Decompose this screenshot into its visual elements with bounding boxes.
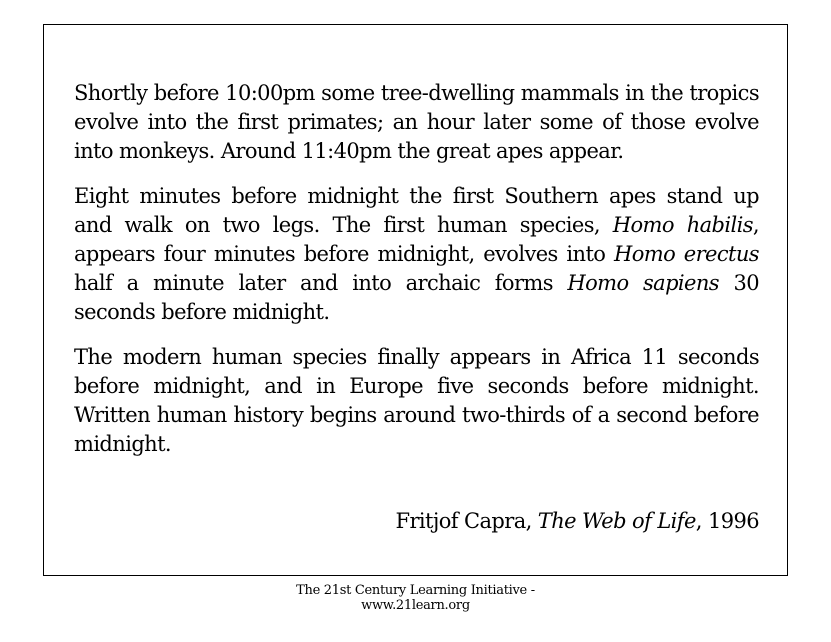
quote-frame: [43, 24, 788, 576]
citation-work-title: The Web of Life: [537, 509, 696, 533]
footer-organization: The 21st Century Learning Initiative -: [296, 583, 535, 598]
quote-paragraph-1: [74, 79, 759, 166]
quote-text: The modern human species finally appears in Africa 11 seconds before midnight, and in Europe five seconds before midnight. Written human history begins around two-thirds of a second before midnight.: [74, 345, 759, 456]
quote-text: , appears four minutes before midnight, evolves into: [74, 213, 759, 266]
quote-paragraph-2: [74, 182, 759, 327]
quote-text: Shortly before 10:00pm some tree-dwelling mammals in the tropics evolve into the first primates; an hour later some of those evolve into monkeys. Around 11:40pm the great apes appear.: [74, 81, 759, 163]
citation-author: Fritjof Capra,: [395, 509, 538, 533]
quote-citation: [395, 507, 759, 536]
page-footer: [0, 583, 831, 613]
species-name: Homo erectus: [614, 242, 759, 266]
quote-text: Eight minutes before midnight the first Southern apes stand up and walk on two legs. The first human species,: [74, 184, 759, 237]
quote-text: half a minute later and into archaic forms: [74, 271, 568, 295]
species-name: Homo sapiens: [567, 271, 719, 295]
quote-body: [74, 79, 759, 475]
quote-text: 30 seconds before midnight.: [74, 271, 759, 324]
quote-paragraph-3: [74, 343, 759, 459]
footer-website: www.21learn.org: [361, 598, 470, 613]
citation-year: , 1996: [695, 509, 759, 533]
species-name: Homo habilis: [612, 213, 753, 237]
